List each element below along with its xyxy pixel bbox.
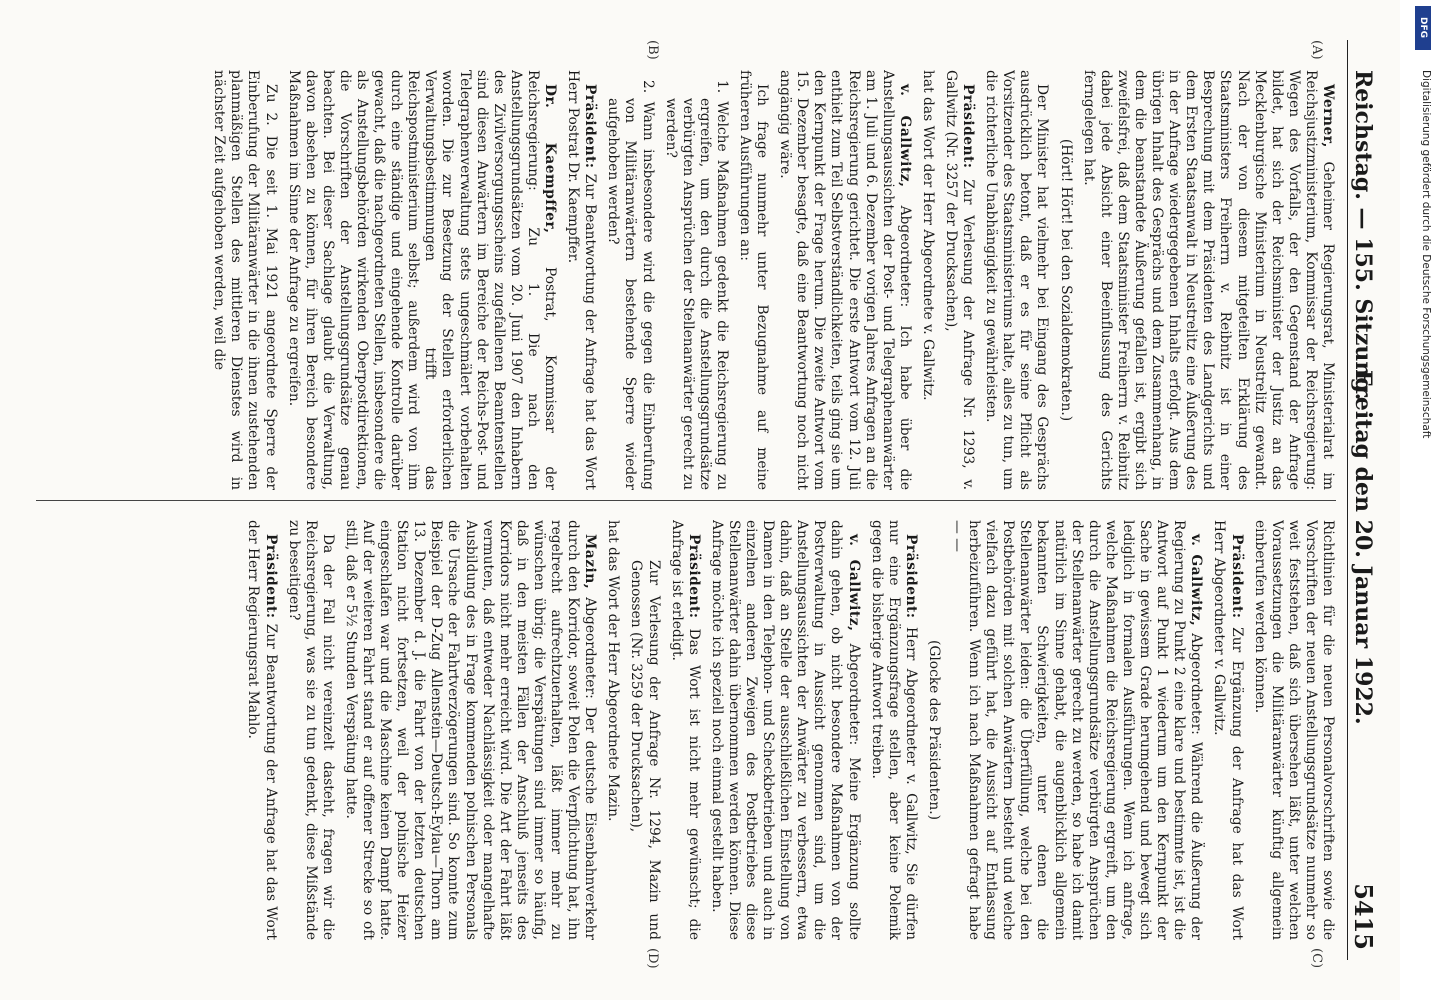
- paragraph-text: Das Wort ist nicht mehr gewünscht; die Anfrage ist erledigt.: [668, 520, 702, 940]
- header-left: Reichstag. — 155. Sitzung.: [1350, 70, 1376, 401]
- paragraph: [942, 70, 976, 490]
- speaker-name: Dr. Kaempffer,: [542, 84, 559, 234]
- speaker-name: v. Gallwitz,: [845, 534, 862, 632]
- paragraph-text: Postrat, Kommissar der Reichsregierung: Zu 1. Die nach den Anstellungsgrundsätzen vom 20. Juni 1907 den Inhabern des Zivilversorgungsscheins zugefallenen Beamtenstellen sind diesen Anwärtern im Bereiche der Reichs-Post- und Telegraphenverwaltung stets ungeschmälert vorbehalten worden. Die zur Besetzung der Stellen erforderlichen Verwaltungsbestimmungen trifft das Reichspostministerium selbst; außerdem wird von ihm durch eine ständige und eingehende Kontrolle darüber gewacht, daß die nachgeordneten Stellen, insbesondere die als Anstellungsbehörden wirkenden Oberpostdirektionen, die Vorschriften der Anstellungsgrundsätze genau beachten. Bei dieser Sachlage glaubt die Verwaltung, davon absehen zu können, für ihren Bereich besondere Maßnahmen im Sinne der Anfrage zu ergreifen.: [285, 70, 559, 490]
- interjection: (Glocke des Präsidenten.): [925, 639, 942, 821]
- speaker-name: Präsident:: [1228, 534, 1245, 619]
- paragraph: [564, 70, 598, 490]
- speaker-name: Präsident:: [582, 84, 599, 169]
- speaker-name: Präsident:: [262, 534, 279, 619]
- paragraph-text: Herr Abgeordneter v. Gallwitz, Sie dürfen nur eine Ergänzungsfrage stellen, aber keine Polemik gegen die bisherige Antwort treiben.: [868, 520, 919, 940]
- paragraph: [668, 520, 702, 940]
- paragraph-text: Abgeordneter: Während die Äußerung der Regierung zu Punkt 2 eine klare und bestimmte ist, ist die Antwort auf Punkt 1 wiederum um den Kernpunkt der Sache in gewissem Grade herumgehend und bewegt sich lediglich in formalen Ausführungen. Wenn ich anfrage, welche Maßnahmen die Reichsregierung ergreift, um den durch die Anstellungsgrundsätze verbürgten Ansprüchen der Stellenanwärter gerecht zu werden, so habe ich damit natürlich im Sinne gehabt, die augenblicklich allgemein bekannten Schwierigkeiten, unter denen die Stellenanwärter leiden: die Überfüllung, welche bei den Postbehörden mit solchen Anwärtern besteht und welche vielfach dazu geführt hat, die Aussicht auf Entlassung herbeizuführen. Wenn ich nach Maßnahmen gefragt habe — —: [949, 520, 1205, 940]
- paragraph-text: Zur Beantwortung der Anfrage hat das Wort Herr Postrat Dr. Kaempffer.: [565, 70, 599, 490]
- speaker-name: Werner,: [1320, 84, 1336, 148]
- paragraph-text: Geheimer Regierungsrat, Ministerialrat im Reichsjustizministerium, Kommissar der Reichsregierung: Wegen des Vorfalls, der den Gegenstand der Anfrage bildet, hat sich der Reichsminister der Justiz an das Mecklenburgische Ministerium in Neustrelitz gewandt. Nach der von diesem mitgeteilten Erklärung des Staatsministers Freiherrn v. Reibnitz ist in einer Besprechung mit dem Präsidenten des Landgerichts und dem Ersten Staatsanwalt in Neustrelitz eine Äußerung des in der Anfrage wiedergegebenen Inhalts erfolgt. Aus dem übrigen Inhalt des Gesprächs und dem Zusammenhang, in dem die beanstandete Äußerung gefallen ist, ergibt sich zweifelsfrei, daß dem Staatsminister Freiherrn v. Reibnitz dabei jede Absicht einer Beeinflussung des Gerichts ferngelegen hat.: [1080, 70, 1336, 490]
- margin-mark-b: (B): [645, 40, 660, 60]
- paragraph-text: Abgeordneter: Der deutsche Eisenbahnverkehr durch den Korridor, soweit Polen die Verpflichtung hat, ihn regelrecht aufrechtzuerhalten, läßt immer mehr zu wünschen übrig; die Verspätungen sind immer so häufig, daß in den meisten Fällen der Anschluß jenseits des Korridors nicht mehr erreicht wird. Die Art der Fahrt läßt vermuten, daß entweder Nachlässigkeit oder mangelhafte Ausbildung des in Frage kommenden polnischen Personals die Ursache der Fahrtverzögerungen sind. So konnte zum Beispiel der D-Zug Allenstein—Deutsch-Eylau—Thorn am 13. Dezember d. J. die Fahrt von der letzten deutschen Station nicht fortsetzen, weil der polnische Heizer eingeschlafen war und die Maschine keinen Dampf hatte. Auf der weiteren Fahrt stand er auf offener Strecke so oft still, daß er 5½ Stunden Verspätung hatte.: [342, 520, 599, 940]
- speaker-name: Präsident:: [685, 534, 702, 619]
- left-column: [36, 70, 1336, 490]
- paragraph: [285, 70, 559, 490]
- paragraph-text: Ich frage nunmehr unter Bezugnahme auf meine früheren Ausführungen an:: [737, 70, 771, 490]
- credit-text: Digitalisierung gefördert durch die Deutsche Forschungsgemeinschaft: [1420, 70, 1432, 439]
- speaker-name: Präsident:: [902, 534, 919, 619]
- dfg-logo: DFG: [1415, 6, 1431, 50]
- question-item: 2. Wann insbesondere wird die gegen die Einberufung von Militäranwärtern bestehende Sperre wieder aufgehoben werden?: [605, 80, 656, 490]
- paragraph-text: hat das Wort der Herr Abgeordnete Mazin.: [605, 520, 622, 822]
- paragraph: [776, 70, 913, 490]
- header-date: Freitag den 20. Januar 1922.: [1350, 370, 1376, 725]
- paragraph: [1210, 520, 1244, 940]
- right-column: [36, 520, 1336, 940]
- paragraph-text: Zur Ergänzung der Anfrage hat das Wort Herr Abgeordneter v. Gallwitz.: [1211, 520, 1245, 940]
- paragraph-text: Abgeordneter: Ich habe über die Anstellungsaussichten der Post- und Telegraphenanwärter am 1. Juli und 6. Dezember vorigen Jahres Anfragen an die Reichsregierung gerichtet. Die erste Antwort vom 12. Juli enthielt zum Teil Selbstverständlichkeiten, teils ging sie um den Kernpunkt der Frage herum. Die zweite Antwort vom 15. Dezember besagte, daß eine Beantwortung noch nicht angängig wäre.: [777, 70, 913, 490]
- speaker-name: Mazin,: [582, 534, 599, 590]
- paragraph: [244, 520, 278, 940]
- speaker-name: v. Gallwitz,: [896, 84, 913, 188]
- margin-mark-c: (C): [1309, 948, 1324, 969]
- column-divider: [36, 500, 1336, 501]
- paragraph: [342, 520, 598, 940]
- paragraph-text: Der Minister hat vielmehr bei Eingang des Gesprächs ausdrücklich betont, daß er es für seine Pflicht als Vorsitzender des Staatsministeriums halte, alles zu tun, um die richterliche Unabhängigkeit zu gewährleisten.: [983, 70, 1051, 490]
- speaker-name: v. Gallwitz,: [1188, 534, 1205, 627]
- interjection: (Hört! Hört! bei den Sozialdemokraten.): [1057, 138, 1074, 422]
- page-header: [1347, 40, 1378, 960]
- margin-mark-d: (D): [645, 948, 660, 969]
- paragraph-text: hat das Wort der Herr Abgeordnete v. Gallwitz.: [919, 70, 936, 401]
- paragraph-text: Zur Verlesung der Anfrage Nr. 1294, Mazin und Genossen (Nr. 3259 der Drucksachen),: [628, 560, 662, 940]
- paragraph-text: Abgeordneter: Meine Ergänzung sollte dahin gehen, ob nicht besondere Maßnahmen von der Postverwaltung in Aussicht genommen sind, um die Anstellungsaussichten der Anwärter zu verbessern, etwa dahin, daß an Stelle der ausschließlichen Einstellung von Damen in den Telephon- und Scheckbetrieben und auch in einzelnen anderen Zweigen des Postbetriebes diese Stellenanwärter dahin übernommen werden können. Diese Anfrage möchte ich speziell noch einmal gestellt haben.: [708, 520, 862, 940]
- question-item: 1. Welche Maßnahmen gedenkt die Reichsregierung zu ergreifen, um den durch die Anstellungsgrundsätze verbürgten Ansprüchen der Stellenanwärter gerecht zu werden?: [662, 80, 730, 490]
- digitization-credit: [1412, 0, 1434, 1000]
- margin-mark-a: (A): [1309, 40, 1324, 60]
- paragraph: [708, 520, 862, 940]
- paragraph-text: Richtlinien für die neuen Personalvorschriften sowie die Vorschriften der neuen Anstellungsgrundsätze nunmehr so weit feststehen, daß sich übersehen läßt, unter welchen Voraussetzungen die Militäranwärter künftig allgemein einberufen werden können.: [1251, 520, 1336, 940]
- paragraph-text: Zu 2. Die seit 1. Mai 1921 angeordnete Sperre der Einberufung der Militäranwärter in die ihnen zustehenden planmäßigen Stellen des mittleren Dienstes wird in nächster Zeit aufgehoben werden, weil die: [211, 70, 279, 490]
- page-number: 5415: [1349, 883, 1378, 950]
- paragraph: [868, 520, 919, 940]
- speaker-name: Präsident:: [960, 84, 977, 169]
- paragraph-text: Zur Verlesung der Anfrage Nr. 1293, v. Gallwitz (Nr. 3257 der Drucksachen),: [943, 70, 977, 490]
- paragraph-text: Da der Fall nicht vereinzelt dasteht, fragen wir die Reichsregierung, was sie zu tun gedenkt, diese Mißstände zu beseitigen?: [285, 520, 336, 940]
- paragraph: [1080, 70, 1336, 490]
- paragraph: [948, 520, 1204, 940]
- paragraph-text: Zur Beantwortung der Anfrage hat das Wort der Herr Regierungsrat Mahlo.: [245, 520, 279, 940]
